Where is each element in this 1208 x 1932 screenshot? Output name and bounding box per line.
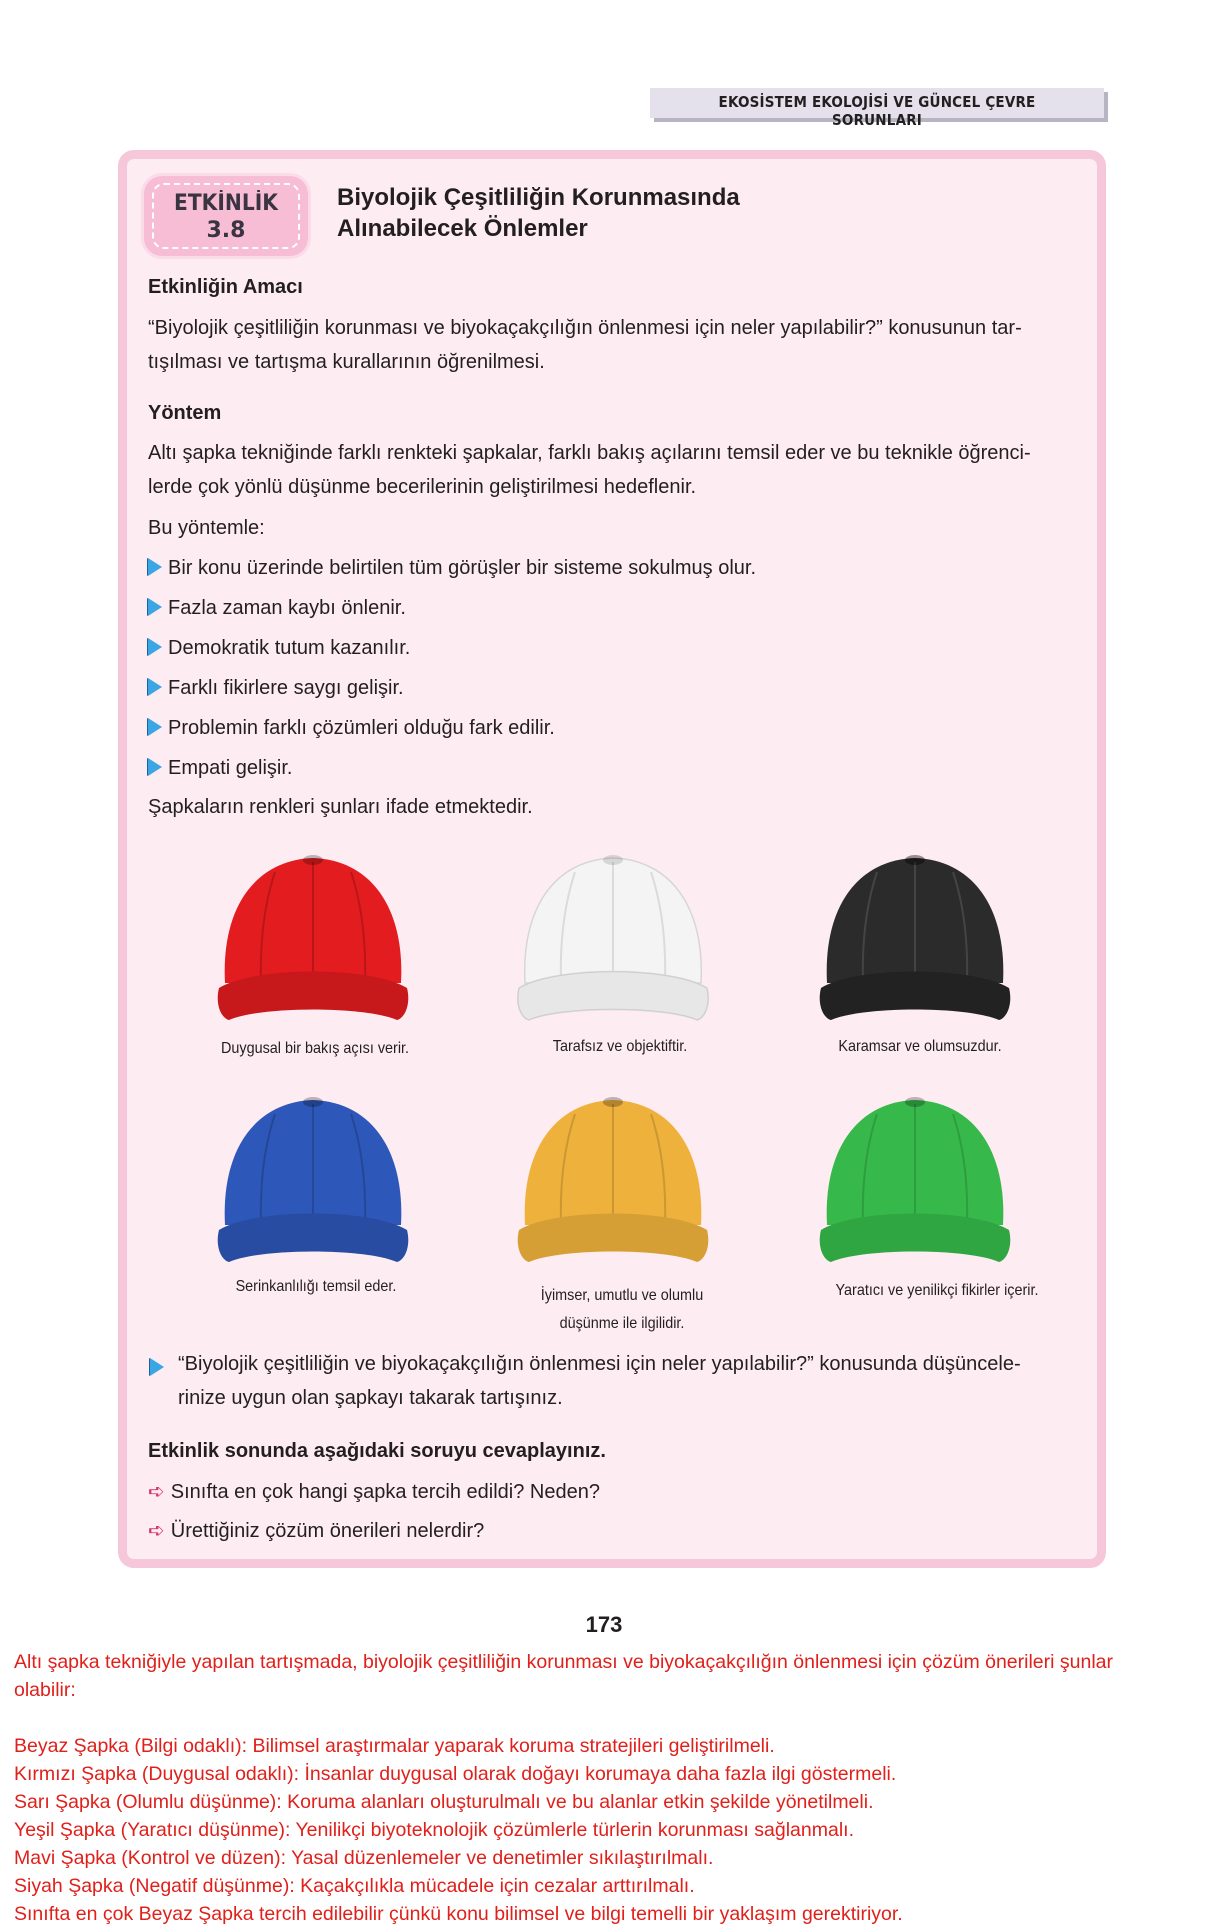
answer-line: Sınıfta en çok Beyaz Şapka tercih edilebilir çünkü konu bilimsel ve bilgi temelli bir yaklaşım gerektiriyor. (14, 1903, 903, 1925)
white-hat-icon (515, 848, 711, 1030)
method-heading: Yöntem (148, 402, 222, 424)
page-number: 173 (585, 1612, 623, 1637)
hat-caption: Karamsar ve olumsuzdur. (838, 1038, 1002, 1055)
list-item: Farklı fikirlere saygı gelişir. (148, 674, 404, 702)
badge-number: 3.8 (206, 218, 246, 243)
list-item: Demokratik tutum kazanılır. (148, 634, 410, 662)
blue-hat-icon (215, 1090, 411, 1272)
yellow-hat-icon (515, 1090, 711, 1272)
black-hat-icon (817, 848, 1013, 1030)
triangle-bullet-icon (148, 638, 162, 656)
method-text: Altı şapka tekniğinde farklı renkteki şapkalar, farklı bakış açılarını temsil eder ve bu teknikle öğrenci- lerde çok yönlü düşünme becerilerinin geliştirilmesi hedeflenir. (148, 442, 1031, 498)
answer-line: Yeşil Şapka (Yaratıcı düşünme): Yenilikçi biyoteknolojik çözümlerle türlerin korunması sağlanmalı. (14, 1819, 854, 1841)
red-hat-icon (215, 848, 411, 1030)
answer-line: Mavi Şapka (Kontrol ve düzen): Yasal düzenlemeler ve denetimler sıkılaştırılmalı. (14, 1847, 714, 1869)
chapter-header (650, 88, 1104, 129)
triangle-bullet-icon (148, 718, 162, 736)
triangle-bullet-icon (148, 758, 162, 776)
hat-caption: Yaratıcı ve yenilikçi fikirler içerir. (835, 1282, 1039, 1299)
task-text: “Biyolojik çeşitliliğin ve biyokaçakçılığın önlenmesi için neler yapılabilir?” konusunda düşüncele- rinize uygun olan şapkayı takarak tartışınız. (178, 1353, 1021, 1409)
answer-line: Sarı Şapka (Olumlu düşünme): Koruma alanları oluşturulmalı ve bu alanlar etkin şekilde yönetilmeli. (14, 1791, 874, 1813)
triangle-bullet-icon (148, 558, 162, 576)
answer-line: Kırmızı Şapka (Duygusal odaklı): İnsanlar duygusal olarak doğayı korumaya daha fazla ilgi göstermeli. (14, 1763, 897, 1785)
list-item: Bir konu üzerinde belirtilen tüm görüşler bir sisteme sokulmuş olur. (148, 554, 756, 582)
list-item: Fazla zaman kaybı önlenir. (148, 594, 406, 622)
question-item: ➪ Ürettiğiniz çözüm önerileri nelerdir? (148, 1517, 484, 1545)
method-intro: Bu yöntemle: (148, 517, 265, 539)
aim-text: “Biyolojik çeşitliliğin korunması ve biyokaçakçılığın önlenmesi için neler yapılabilir?” konusunun tar- tışılması ve tartışma kurallarının öğrenilmesi. (148, 317, 1022, 373)
question-item: ➪ Sınıfta en çok hangi şapka tercih edildi? Neden? (148, 1478, 600, 1506)
hat-caption: Serinkanlılığı temsil eder. (235, 1278, 397, 1295)
hat-caption: İyimser, umutlu ve olumlu düşünme ile ilgilidir. (540, 1287, 704, 1332)
triangle-bullet-icon (150, 1358, 164, 1376)
answer-line: Beyaz Şapka (Bilgi odaklı): Bilimsel araştırmalar yaparak koruma stratejileri geliştirilmeli. (14, 1735, 775, 1757)
questions-heading: Etkinlik sonunda aşağıdaki soruyu cevaplayınız. (148, 1440, 606, 1462)
list-item: Empati gelişir. (148, 754, 293, 782)
green-hat-icon (817, 1090, 1013, 1272)
activity-badge (144, 176, 308, 256)
arrow-bullet-icon: ➪ (148, 1481, 165, 1503)
badge-label: ETKİNLİK (174, 191, 278, 216)
chapter-title: EKOSİSTEM EKOLOJİSİ VE GÜNCEL ÇEVRE SORUNLARI (718, 93, 1036, 129)
hat-caption: Duygusal bir bakış açısı verir. (220, 1040, 410, 1057)
hats-intro: Şapkaların renkleri şunları ifade etmektedir. (148, 796, 533, 818)
triangle-bullet-icon (148, 598, 162, 616)
answer-line: Siyah Şapka (Negatif düşünme): Kaçakçılıkla mücadele için cezalar arttırılmalı. (14, 1875, 695, 1897)
list-item: Problemin farklı çözümleri olduğu fark edilir. (148, 714, 555, 742)
answer-intro: Altı şapka tekniğiyle yapılan tartışmada, biyolojik çeşitliliğin korunması ve biyokaçakçılığın önlenmesi için çözüm önerileri şunlar olabilir: (14, 1651, 1113, 1701)
hat-caption: Tarafsız ve objektiftir. (552, 1038, 688, 1055)
aim-heading: Etkinliğin Amacı (148, 276, 303, 298)
activity-title: Biyolojik Çeşitliliğin Korunmasında Alınabilecek Önlemler (337, 184, 740, 242)
triangle-bullet-icon (148, 678, 162, 696)
answer-list (14, 1732, 1199, 1928)
arrow-bullet-icon: ➪ (148, 1520, 165, 1542)
